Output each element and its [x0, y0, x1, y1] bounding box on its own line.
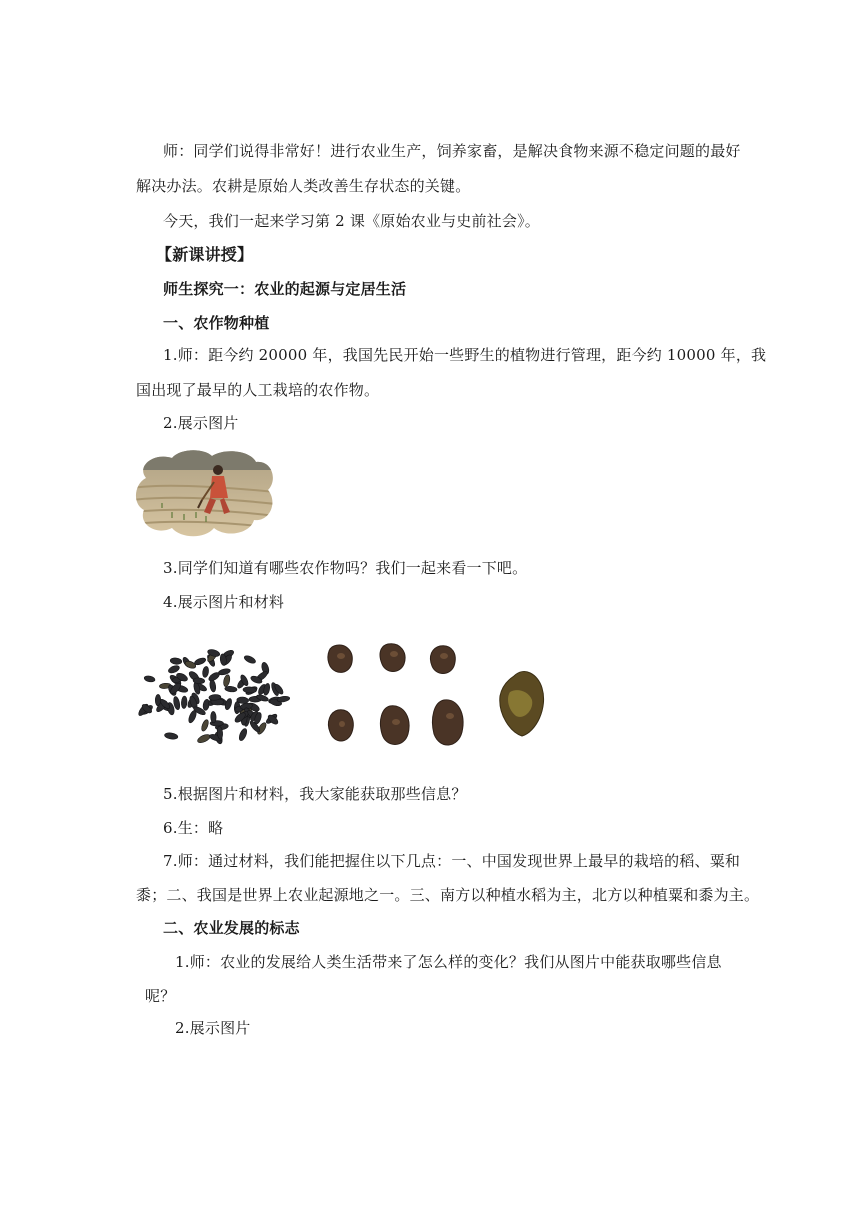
- item-7-line1: 7.师：通过材料，我们能把握住以下几点：一、中国发现世界上最早的栽培的稻、粟和: [163, 852, 741, 870]
- seed-grain: [202, 666, 209, 678]
- item-4: 4.展示图片和材料: [163, 593, 285, 611]
- sub2-item-2: 2.展示图片: [175, 1019, 251, 1037]
- seed-grain: [277, 695, 290, 702]
- seed-grain: [196, 733, 211, 745]
- seed-grain: [243, 687, 257, 694]
- seed-grain: [211, 711, 217, 723]
- seed-grain: [170, 657, 182, 665]
- inquiry-heading-1: 师生探究一：农业的起源与定居生活: [163, 280, 407, 298]
- sub2-item-1-line1: 1.师：农业的发展给人类生活带来了怎么样的变化？我们从图片中能获取哪些信息: [175, 953, 722, 971]
- paragraph-lesson-intro: 今天，我们一起来学习第 2 课《原始农业与史前社会》。: [163, 212, 540, 230]
- seed-grain: [238, 728, 249, 742]
- item-7-line2: 黍；二、我国是世界上农业起源地之一。三、南方以种植水稻为主，北方以种植粟和黍为主。: [136, 886, 760, 904]
- item-1-line1: 1.师：距今约 20000 年，我国先民开始一些野生的植物进行管理，距今约 10000 年，我: [163, 346, 767, 364]
- section-heading-new-lesson: 【新课讲授】: [156, 245, 254, 264]
- seed-grain: [223, 674, 231, 687]
- paragraph-teacher-praise-line2: 解决办法。农耕是原始人类改善生存状态的关键。: [136, 177, 471, 195]
- seed-grain: [200, 719, 209, 732]
- seed-grain: [181, 696, 187, 709]
- seed-grain: [167, 664, 180, 674]
- item-2: 2.展示图片: [163, 414, 239, 432]
- item-6: 6.生：略: [163, 819, 224, 837]
- seed-grain: [144, 675, 156, 683]
- seed-grain: [224, 698, 233, 711]
- seed-grain: [209, 694, 221, 700]
- item-1-line2: 国出现了最早的人工栽培的农作物。: [136, 381, 380, 399]
- paragraph-teacher-praise-line1: 师：同学们说得非常好！进行农业生产，饲养家畜，是解决食物来源不稳定问题的最好: [163, 142, 741, 160]
- item-5: 5.根据图片和材料，我大家能获取那些信息？: [163, 785, 467, 803]
- seed-grain: [225, 686, 238, 693]
- seed-grain: [209, 679, 216, 692]
- seed-grain: [164, 732, 178, 740]
- seed-grain: [243, 654, 257, 665]
- seed-grain: [193, 678, 205, 685]
- subsection-heading-crops: 一、农作物种植: [163, 314, 270, 332]
- item-3: 3.同学们知道有哪些农作物吗？我们一起来看一下吧。: [163, 559, 528, 577]
- subsection-heading-agriculture-development: 二、农业发展的标志: [163, 919, 300, 937]
- ancient-grain-seeds-photo: [132, 636, 552, 760]
- farmer-planting-photo: [132, 448, 276, 538]
- sub2-item-1-line2: 呢？: [145, 987, 176, 1005]
